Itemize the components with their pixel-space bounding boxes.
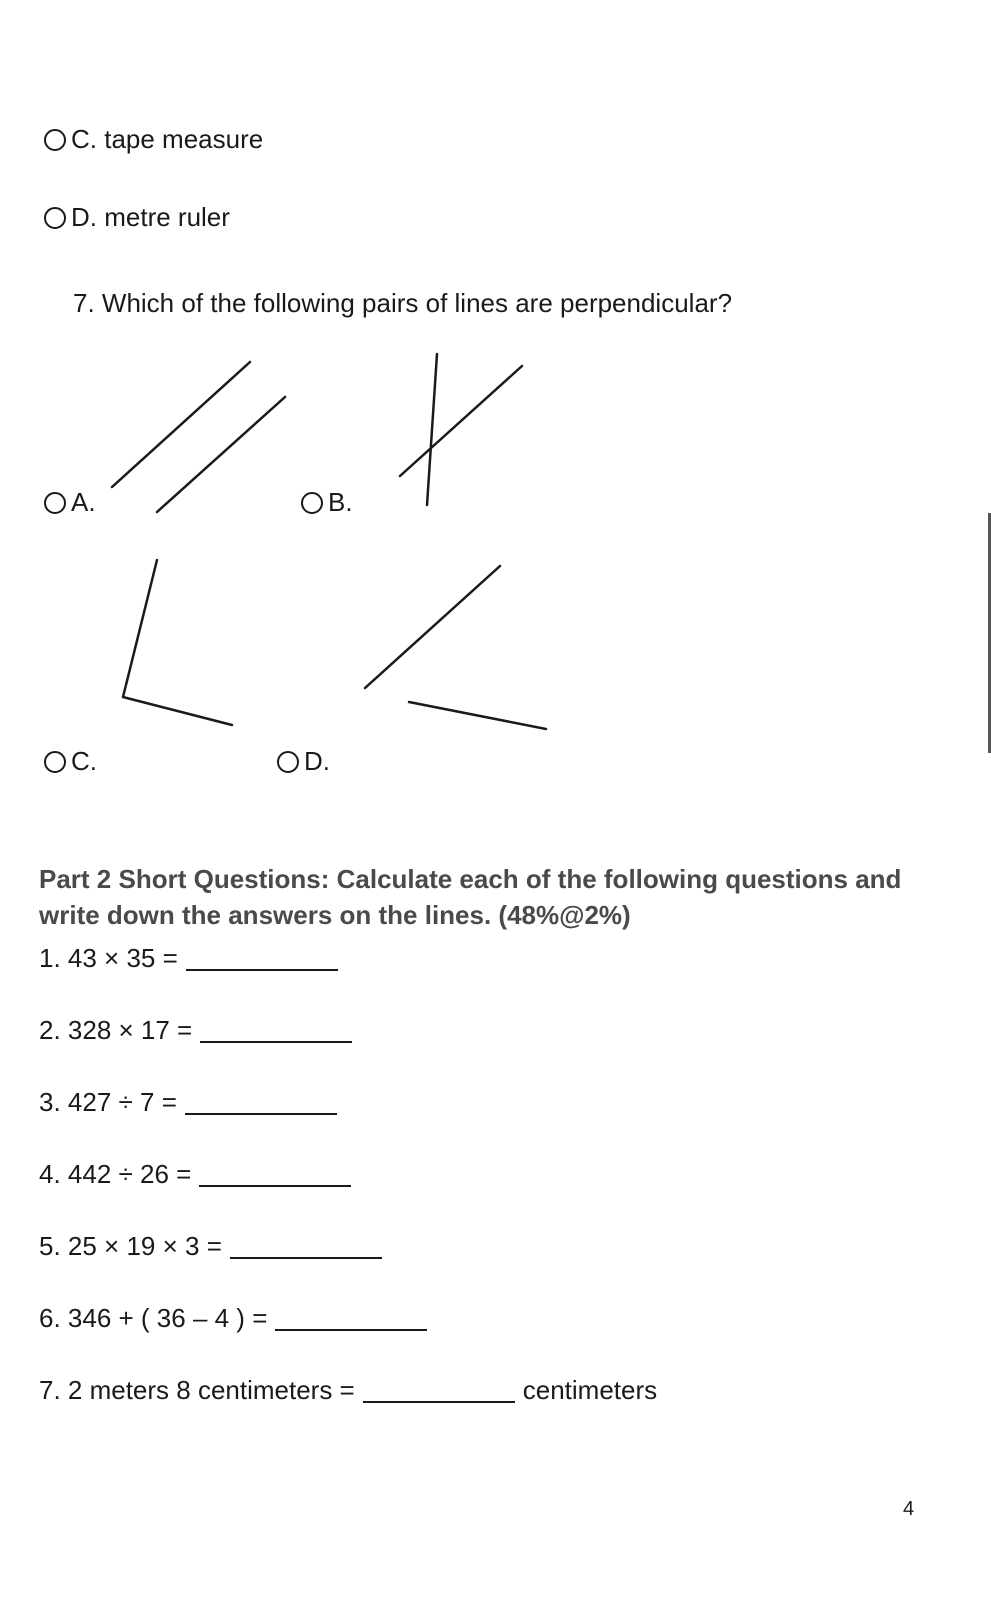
option-a[interactable]: [44, 487, 96, 518]
answer-line[interactable]: [275, 1309, 427, 1331]
option-label: B.: [328, 487, 353, 517]
option-d[interactable]: [277, 746, 330, 777]
option-label: D. metre ruler: [71, 202, 230, 232]
calc-question-3: [39, 1087, 337, 1118]
figure-b-line-1: [427, 354, 437, 505]
calc-question-5: [39, 1231, 382, 1262]
option-b[interactable]: [301, 487, 353, 518]
calc-question-text: 1. 43 × 35 =: [39, 943, 178, 973]
answer-line[interactable]: [200, 1021, 352, 1043]
figure-d-line-1: [365, 566, 500, 688]
calc-question-6: [39, 1303, 427, 1334]
calc-question-text: 3. 427 ÷ 7 =: [39, 1087, 177, 1117]
radio-button[interactable]: [44, 492, 66, 514]
radio-button[interactable]: [277, 751, 299, 773]
answer-line[interactable]: [185, 1093, 337, 1115]
calc-question-7: [39, 1375, 657, 1406]
figure-b-intersecting-lines: [400, 354, 522, 505]
option-label: C.: [71, 746, 97, 776]
calc-question-4: [39, 1159, 351, 1190]
figure-d-separate-lines: [365, 566, 546, 729]
figure-c-angle-lines: [123, 560, 232, 725]
figure-a-parallel-lines: [112, 362, 285, 512]
option-label: D.: [304, 746, 330, 776]
radio-button[interactable]: [301, 492, 323, 514]
answer-line[interactable]: [230, 1237, 382, 1259]
calc-question-text: 2. 328 × 17 =: [39, 1015, 193, 1045]
figure-d-line-2: [409, 702, 546, 729]
page-number: 4: [903, 1498, 915, 1520]
answer-line[interactable]: [186, 949, 338, 971]
calc-question-text: 7. 2 meters 8 centimeters =: [39, 1375, 355, 1405]
calc-question-2: [39, 1015, 352, 1046]
part-2-heading: Part 2 Short Questions: Calculate each of the following questions and write down the answers on the lines. (48%@2%): [39, 864, 902, 930]
calc-question-text: 4. 442 ÷ 26 =: [39, 1159, 192, 1189]
figure-a-line-2: [157, 397, 285, 512]
unit-suffix: centimeters: [522, 1375, 658, 1405]
option-label: C. tape measure: [71, 124, 264, 154]
option-c[interactable]: [44, 746, 97, 777]
figure-c-line-2: [123, 697, 232, 725]
radio-button[interactable]: [44, 751, 66, 773]
calc-question-text: 6. 346 + ( 36 – 4 ) =: [39, 1303, 268, 1333]
figure-a-line-1: [112, 362, 250, 487]
answer-line[interactable]: [199, 1165, 351, 1187]
answer-line[interactable]: [363, 1381, 515, 1403]
figure-b-line-2: [400, 366, 522, 476]
option-label: A.: [71, 487, 96, 517]
calc-question-text: 5. 25 × 19 × 3 =: [39, 1231, 222, 1261]
question-7-text: 7. Which of the following pairs of lines are perpendicular?: [73, 288, 733, 318]
calc-question-1: [39, 943, 338, 974]
figure-c-line-1: [123, 560, 157, 697]
